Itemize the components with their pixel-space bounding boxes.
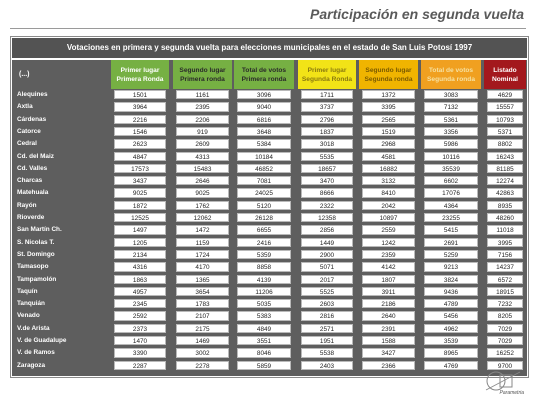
table-cell: 1470 xyxy=(114,336,166,345)
table-cell: 2391 xyxy=(362,324,415,333)
row-label: S. Nicolas T. xyxy=(17,238,55,246)
table-cell: 2900 xyxy=(301,250,353,259)
table-cell: 5384 xyxy=(237,139,291,148)
table-cell: 23255 xyxy=(424,213,478,222)
table-cell: 18657 xyxy=(301,164,353,173)
table-cell: 1546 xyxy=(114,127,166,136)
table-cell: 3395 xyxy=(362,102,415,111)
column-header[interactable]: Segundo lugar Segunda ronda xyxy=(359,60,418,89)
row-label: Taquín xyxy=(17,287,38,295)
table-cell: 2646 xyxy=(176,176,229,185)
table-cell: 17076 xyxy=(424,188,478,197)
table-cell: 81185 xyxy=(487,164,523,173)
table-cell: 48260 xyxy=(487,213,523,222)
row-label: Venado xyxy=(17,312,40,320)
column-header[interactable]: Primer lugar Segunda Ronda xyxy=(298,60,356,89)
column-header[interactable]: Primer lugar Primera Ronda xyxy=(111,60,169,89)
table-cell: 3083 xyxy=(424,90,478,99)
table-cell: 2565 xyxy=(362,115,415,124)
table-cell: 1469 xyxy=(176,336,229,345)
table-cell: 5120 xyxy=(237,201,291,210)
table-cell: 16252 xyxy=(487,348,523,357)
table-cell: 2206 xyxy=(176,115,229,124)
slide-title: Participación en segunda vuelta xyxy=(310,6,524,22)
table-cell: 2175 xyxy=(176,324,229,333)
table-cell: 1872 xyxy=(114,201,166,210)
table-cell: 2017 xyxy=(301,275,353,284)
table-cell: 2623 xyxy=(114,139,166,148)
table-cell: 8858 xyxy=(237,262,291,271)
table-cell: 5535 xyxy=(301,152,353,161)
table-cell: 5371 xyxy=(487,127,523,136)
table-cell: 9436 xyxy=(424,287,478,296)
column-header[interactable]: Segundo lugar Primera ronda xyxy=(173,60,232,89)
table-cell: 3911 xyxy=(362,287,415,296)
row-label: San Martín Ch. xyxy=(17,226,62,234)
table-cell: 10793 xyxy=(487,115,523,124)
table-cell: 4769 xyxy=(424,361,478,370)
row-label: V. de Guadalupe xyxy=(17,337,67,344)
table-cell: 2559 xyxy=(362,225,415,234)
table-cell: 2968 xyxy=(362,139,415,148)
row-label: Cd. del Maiz xyxy=(17,152,54,160)
table-cell: 3390 xyxy=(114,348,166,357)
table-cell: 26128 xyxy=(237,213,291,222)
table-cell: 1205 xyxy=(114,238,166,247)
table-cell: 12525 xyxy=(114,213,166,222)
table-cell: 9700 xyxy=(487,361,523,370)
table-cell: 15483 xyxy=(176,164,229,173)
table-cell: 5359 xyxy=(237,250,291,259)
table-cell: 3964 xyxy=(114,102,166,111)
table-cell: 3654 xyxy=(176,287,229,296)
table-cell: 7132 xyxy=(424,102,478,111)
row-label: Tamasopo xyxy=(17,263,49,271)
table-cell: 3470 xyxy=(301,176,353,185)
row-label: Charcas xyxy=(17,177,43,185)
table-cell: 2186 xyxy=(362,299,415,308)
table-cell: 1449 xyxy=(301,238,353,247)
table-cell: 4789 xyxy=(424,299,478,308)
table-cell: 12274 xyxy=(487,176,523,185)
table-cell: 4316 xyxy=(114,262,166,271)
row-label: Tampamolón xyxy=(17,275,57,283)
column-header[interactable]: Listado Nominal xyxy=(484,60,526,89)
column-header[interactable]: Total de votos Primera ronda xyxy=(234,60,294,89)
table-cell: 2816 xyxy=(301,311,353,320)
logo-text: Parametria xyxy=(499,390,524,396)
table-cell: 5859 xyxy=(237,361,291,370)
table-cell: 2395 xyxy=(176,102,229,111)
table-cell: 1711 xyxy=(301,90,353,99)
table-cell: 1951 xyxy=(301,336,353,345)
table-cell: 2216 xyxy=(114,115,166,124)
table-cell: 2042 xyxy=(362,201,415,210)
table-cell: 3002 xyxy=(176,348,229,357)
table-cell: 2373 xyxy=(114,324,166,333)
table-cell: 5259 xyxy=(424,250,478,259)
table-cell: 2366 xyxy=(362,361,415,370)
table-cell: 5361 xyxy=(424,115,478,124)
table-cell: 2345 xyxy=(114,299,166,308)
table-cell: 5456 xyxy=(424,311,478,320)
table-cell: 2609 xyxy=(176,139,229,148)
row-label: V.de Arista xyxy=(17,324,50,332)
row-label: Rayón xyxy=(17,201,37,209)
table-cell: 2359 xyxy=(362,250,415,259)
row-label: Zaragoza xyxy=(17,361,46,369)
row-label: Matehuala xyxy=(17,189,49,197)
row-label: Alequines xyxy=(17,91,48,98)
table-cell: 9213 xyxy=(424,262,478,271)
table-cell: 1807 xyxy=(362,275,415,284)
row-label: Catorce xyxy=(17,127,41,135)
table-cell: 2322 xyxy=(301,201,353,210)
table-cell: 8935 xyxy=(487,201,523,210)
table-cell: 4847 xyxy=(114,152,166,161)
row-label: St. Domingo xyxy=(17,250,55,258)
table-cell: 10897 xyxy=(362,213,415,222)
table-cell: 8802 xyxy=(487,139,523,148)
table-cell: 1724 xyxy=(176,250,229,259)
table-cell: 5071 xyxy=(301,262,353,271)
table-cell: 2592 xyxy=(114,311,166,320)
table-cell: 18915 xyxy=(487,287,523,296)
table-cell: 1365 xyxy=(176,275,229,284)
table-cell: 4139 xyxy=(237,275,291,284)
table-cell: 4142 xyxy=(362,262,415,271)
table-cell: 2287 xyxy=(114,361,166,370)
column-header[interactable]: Total de votos Segunda ronda xyxy=(421,60,481,89)
row-label: V. de Ramos xyxy=(17,349,55,357)
table-frame xyxy=(10,36,529,378)
table-cell: 1519 xyxy=(362,127,415,136)
table-cell: 7156 xyxy=(487,250,523,259)
table-cell: 3356 xyxy=(424,127,478,136)
table-cell: 1783 xyxy=(176,299,229,308)
table-cell: 6655 xyxy=(237,225,291,234)
table-cell: 8965 xyxy=(424,348,478,357)
table-cell: 2571 xyxy=(301,324,353,333)
table-cell: 5035 xyxy=(237,299,291,308)
table-cell: 2796 xyxy=(301,115,353,124)
table-cell: 4849 xyxy=(237,324,291,333)
table-cell: 3132 xyxy=(362,176,415,185)
table-cell: 17573 xyxy=(114,164,166,173)
table-cell: 1161 xyxy=(176,90,229,99)
table-cell: 12062 xyxy=(176,213,229,222)
table-cell: 2691 xyxy=(424,238,478,247)
title-rule xyxy=(10,28,526,29)
table-cell: 12358 xyxy=(301,213,353,222)
table-cell: 2134 xyxy=(114,250,166,259)
table-cell: 1497 xyxy=(114,225,166,234)
table-cell: 8205 xyxy=(487,311,523,320)
table-cell: 1472 xyxy=(176,225,229,234)
table-cell: 4629 xyxy=(487,90,523,99)
row-label: Cárdenas xyxy=(17,115,47,123)
table-cell: 24025 xyxy=(237,188,291,197)
table-cell: 2107 xyxy=(176,311,229,320)
table-cell: 7029 xyxy=(487,324,523,333)
table-cell: 3539 xyxy=(424,336,478,345)
table-cell: 42863 xyxy=(487,188,523,197)
table-cell: 3648 xyxy=(237,127,291,136)
table-cell: 919 xyxy=(176,127,229,136)
table-cell: 14237 xyxy=(487,262,523,271)
column-header[interactable]: (...) xyxy=(13,60,108,89)
table-cell: 10116 xyxy=(424,152,478,161)
table-cell: 1588 xyxy=(362,336,415,345)
table-cell: 4962 xyxy=(424,324,478,333)
table-cell: 10184 xyxy=(237,152,291,161)
table-cell: 5986 xyxy=(424,139,478,148)
table-cell: 5525 xyxy=(301,287,353,296)
table-cell: 1837 xyxy=(301,127,353,136)
table-cell: 7232 xyxy=(487,299,523,308)
table-cell: 7081 xyxy=(237,176,291,185)
table-cell: 11206 xyxy=(237,287,291,296)
table-cell: 4957 xyxy=(114,287,166,296)
table-cell: 8666 xyxy=(301,188,353,197)
table-cell: 2856 xyxy=(301,225,353,234)
table-cell: 16882 xyxy=(362,164,415,173)
table-cell: 5538 xyxy=(301,348,353,357)
table-cell: 4581 xyxy=(362,152,415,161)
table-cell: 1762 xyxy=(176,201,229,210)
row-label: Cd. Valles xyxy=(17,164,48,172)
table-cell: 9040 xyxy=(237,102,291,111)
table-cell: 46852 xyxy=(237,164,291,173)
row-label: Tanquián xyxy=(17,300,45,308)
table-cell: 1159 xyxy=(176,238,229,247)
table-cell: 9025 xyxy=(114,188,166,197)
table-cell: 6816 xyxy=(237,115,291,124)
table-cell: 2403 xyxy=(301,361,353,370)
table-cell: 8410 xyxy=(362,188,415,197)
table-cell: 3437 xyxy=(114,176,166,185)
table-cell: 4313 xyxy=(176,152,229,161)
table-cell: 3551 xyxy=(237,336,291,345)
table-cell: 3737 xyxy=(301,102,353,111)
table-cell: 2416 xyxy=(237,238,291,247)
table-cell: 11018 xyxy=(487,225,523,234)
table-cell: 3427 xyxy=(362,348,415,357)
table-cell: 5383 xyxy=(237,311,291,320)
table-cell: 1372 xyxy=(362,90,415,99)
table-cell: 1863 xyxy=(114,275,166,284)
table-cell: 6572 xyxy=(487,275,523,284)
table-cell: 6602 xyxy=(424,176,478,185)
table-cell: 3824 xyxy=(424,275,478,284)
table-cell: 1242 xyxy=(362,238,415,247)
table-cell: 4170 xyxy=(176,262,229,271)
row-label: Rioverde xyxy=(17,214,45,221)
table-cell: 2278 xyxy=(176,361,229,370)
table-cell: 8046 xyxy=(237,348,291,357)
table-cell: 9025 xyxy=(176,188,229,197)
table-title: Votaciones en primera y segunda vuelta para elecciones municipales en el estado de San Luis Potosí 1997 xyxy=(12,38,527,58)
table-cell: 3018 xyxy=(301,139,353,148)
table-cell: 35539 xyxy=(424,164,478,173)
table-cell: 2603 xyxy=(301,299,353,308)
table-cell: 3096 xyxy=(237,90,291,99)
row-label: Axtla xyxy=(17,103,33,111)
table-cell: 4364 xyxy=(424,201,478,210)
table-cell: 2640 xyxy=(362,311,415,320)
table-cell: 3995 xyxy=(487,238,523,247)
table-cell: 16243 xyxy=(487,152,523,161)
row-label: Cedral xyxy=(17,140,37,148)
table-cell: 1501 xyxy=(114,90,166,99)
table-cell: 7029 xyxy=(487,336,523,345)
table-cell: 15557 xyxy=(487,102,523,111)
table-cell: 5415 xyxy=(424,225,478,234)
